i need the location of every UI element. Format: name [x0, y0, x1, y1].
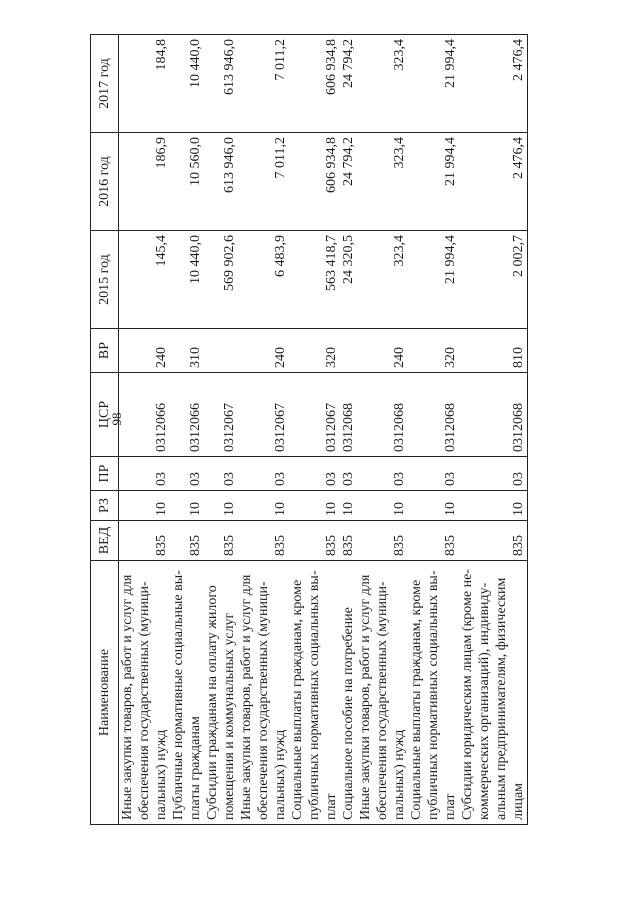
value-line: 03 [188, 472, 203, 486]
cell-2017 [459, 35, 528, 133]
value-line: 184,8 [154, 39, 169, 71]
name-line: платы гражданам [188, 716, 203, 820]
cell-2015 [170, 231, 204, 329]
cell-name [119, 561, 171, 825]
header-2016: 2016 год [91, 133, 119, 231]
header-vr: ВР [91, 329, 119, 373]
value-line: 0312066 [188, 403, 203, 452]
value-line: 03 [222, 472, 237, 486]
value-line: 835 [188, 535, 203, 556]
header-csr: ЦСР [91, 373, 119, 457]
cell-rz [119, 491, 171, 521]
value-line: 323,4 [392, 137, 407, 169]
cell-pr [289, 457, 357, 491]
cell-csr [357, 373, 408, 457]
cell-2016 [170, 133, 204, 231]
table-row [119, 35, 171, 825]
value-line: 835 [154, 535, 169, 556]
value-line: 03 [443, 472, 458, 486]
header-pr: ПР [91, 457, 119, 491]
value-line: 0312066 [154, 403, 169, 452]
name-line: Иные закупки товаров, работ и услуг для [120, 574, 135, 820]
value-line: 240 [154, 347, 169, 368]
cell-rz [459, 491, 528, 521]
value-line: 835 [511, 535, 526, 556]
cell-name [459, 561, 528, 825]
cell-2016 [119, 133, 171, 231]
name-line: Иные закупки товаров, работ и услуг для [239, 574, 254, 820]
cell-ved [408, 521, 459, 561]
cell-2017 [170, 35, 204, 133]
cell-rz [238, 491, 289, 521]
value-line: 835 [443, 535, 458, 556]
value-line: 320 [324, 347, 339, 368]
table-row [289, 35, 357, 825]
cell-vr [170, 329, 204, 373]
cell-pr [170, 457, 204, 491]
name-line: Социальные выплаты гражданам, кроме [409, 579, 424, 820]
cell-pr [119, 457, 171, 491]
cell-2015 [238, 231, 289, 329]
cell-2016 [204, 133, 238, 231]
cell-vr [408, 329, 459, 373]
name-line: Субсидии гражданам на оплату жилого [205, 585, 220, 820]
name-line: Социальное пособие на погребение [341, 607, 356, 820]
table-row [357, 35, 408, 825]
cell-vr [357, 329, 408, 373]
cell-vr [238, 329, 289, 373]
value-line: 0312068 [443, 403, 458, 452]
table-row [459, 35, 528, 825]
cell-ved [238, 521, 289, 561]
cell-2017 [289, 35, 357, 133]
value-line: 0312067 [324, 403, 339, 452]
name-line: обеспечения государственных (муници- [137, 581, 152, 820]
cell-ved [289, 521, 357, 561]
table-row [204, 35, 238, 825]
value-line: 21 994,4 [443, 137, 458, 186]
name-line: Субсидии юридическим лицам (кроме не- [460, 569, 475, 820]
value-line: 10 [443, 502, 458, 516]
value-line: 145,4 [154, 235, 169, 267]
cell-ved [459, 521, 528, 561]
value-line: 0312068 [511, 403, 526, 452]
cell-csr [119, 373, 171, 457]
value-line: 03 [341, 472, 356, 486]
page-number: 98 [109, 412, 124, 426]
cell-2016 [357, 133, 408, 231]
cell-rz [170, 491, 204, 521]
value-line: 03 [324, 472, 339, 486]
value-line: 323,4 [392, 235, 407, 267]
value-line: 606 934,8 [324, 137, 339, 193]
cell-vr [459, 329, 528, 373]
cell-2015 [289, 231, 357, 329]
table-row [170, 35, 204, 825]
value-line: 835 [392, 535, 407, 556]
table-row [408, 35, 459, 825]
cell-rz [357, 491, 408, 521]
cell-rz [408, 491, 459, 521]
cell-pr [238, 457, 289, 491]
cell-pr [204, 457, 238, 491]
name-line: помещения и коммунальных услуг [222, 612, 237, 820]
value-line: 606 934,8 [324, 39, 339, 95]
value-line: 10 440,0 [188, 39, 203, 88]
cell-name [289, 561, 357, 825]
value-line: 835 [222, 535, 237, 556]
cell-csr [459, 373, 528, 457]
cell-2017 [119, 35, 171, 133]
value-line: 7 011,2 [273, 137, 288, 179]
name-line: плат [443, 793, 458, 820]
name-line: лицам [511, 782, 526, 820]
value-line: 2 002,7 [511, 235, 526, 277]
value-line: 0312067 [222, 403, 237, 452]
value-line: 310 [188, 347, 203, 368]
value-line: 0312068 [341, 403, 356, 452]
cell-rz [289, 491, 357, 521]
value-line: 21 994,4 [443, 235, 458, 284]
name-line: публичных нормативных социальных вы- [307, 570, 322, 820]
cell-2016 [459, 133, 528, 231]
cell-csr [170, 373, 204, 457]
value-line: 613 946,0 [222, 39, 237, 95]
value-line: 10 [273, 502, 288, 516]
value-line: 240 [273, 347, 288, 368]
name-line: альным предпринимателям, физическим [494, 577, 509, 820]
header-ved: ВЕД [91, 521, 119, 561]
value-line: 0312068 [392, 403, 407, 452]
value-line: 323,4 [392, 39, 407, 71]
cell-2015 [459, 231, 528, 329]
table-body [119, 35, 528, 825]
value-line: 186,9 [154, 137, 169, 169]
value-line: 24 794,2 [341, 39, 356, 88]
name-line: обеспечения государственных (муници- [375, 581, 390, 820]
name-line: публичных нормативных социальных вы- [426, 570, 441, 820]
value-line: 569 902,6 [222, 235, 237, 291]
value-line: 2 476,4 [511, 137, 526, 179]
value-line: 10 [324, 502, 339, 516]
cell-2017 [204, 35, 238, 133]
cell-vr [204, 329, 238, 373]
cell-pr [459, 457, 528, 491]
cell-ved [119, 521, 171, 561]
value-line: 810 [511, 347, 526, 368]
value-line: 835 [324, 535, 339, 556]
value-line: 24 320,5 [341, 235, 356, 284]
cell-2017 [408, 35, 459, 133]
cell-name [170, 561, 204, 825]
name-line: пальных) нужд [273, 729, 288, 820]
value-line: 10 [154, 502, 169, 516]
name-line: пальных) нужд [392, 729, 407, 820]
name-line: Социальные выплаты гражданам, кроме [290, 579, 305, 820]
value-line: 10 560,0 [188, 137, 203, 186]
value-line: 613 946,0 [222, 137, 237, 193]
value-line: 24 794,2 [341, 137, 356, 186]
header-2015: 2015 год [91, 231, 119, 329]
value-line: 10 [341, 502, 356, 516]
value-line: 10 [511, 502, 526, 516]
value-line: 0312067 [273, 403, 288, 452]
value-line: 835 [341, 535, 356, 556]
rotated-table-wrapper [90, 35, 535, 825]
value-line: 835 [273, 535, 288, 556]
name-line: коммерческих организаций), индивиду- [477, 582, 492, 820]
cell-ved [357, 521, 408, 561]
cell-2016 [238, 133, 289, 231]
name-line: обеспечения государственных (муници- [256, 581, 271, 820]
cell-2016 [289, 133, 357, 231]
value-line: 03 [273, 472, 288, 486]
name-line: Иные закупки товаров, работ и услуг для [358, 574, 373, 820]
cell-vr [119, 329, 171, 373]
value-line: 10 440,0 [188, 235, 203, 284]
value-line: 03 [154, 472, 169, 486]
cell-2015 [408, 231, 459, 329]
cell-pr [408, 457, 459, 491]
cell-2016 [408, 133, 459, 231]
cell-2015 [119, 231, 171, 329]
cell-2017 [238, 35, 289, 133]
value-line: 10 [222, 502, 237, 516]
cell-csr [289, 373, 357, 457]
name-line: плат [324, 793, 339, 820]
cell-name [357, 561, 408, 825]
table-row [238, 35, 289, 825]
value-line: 10 [188, 502, 203, 516]
value-line: 7 011,2 [273, 39, 288, 81]
name-line: Публичные нормативные социальные вы- [171, 570, 186, 820]
cell-name [204, 561, 238, 825]
value-line: 10 [392, 502, 407, 516]
cell-ved [204, 521, 238, 561]
budget-table [90, 34, 528, 825]
cell-ved [170, 521, 204, 561]
value-line: 6 483,9 [273, 235, 288, 277]
name-line: пальных) нужд [154, 729, 169, 820]
cell-name [408, 561, 459, 825]
table-header-row [91, 35, 119, 825]
cell-2015 [357, 231, 408, 329]
value-line: 563 418,7 [324, 235, 339, 291]
cell-vr [289, 329, 357, 373]
cell-csr [408, 373, 459, 457]
cell-name [238, 561, 289, 825]
header-2017: 2017 год [91, 35, 119, 133]
value-line: 21 994,4 [443, 39, 458, 88]
header-name: Наименование [91, 561, 119, 825]
value-line: 03 [392, 472, 407, 486]
cell-csr [204, 373, 238, 457]
cell-rz [204, 491, 238, 521]
header-rz: РЗ [91, 491, 119, 521]
value-line: 2 476,4 [511, 39, 526, 81]
value-line: 240 [392, 347, 407, 368]
cell-2017 [357, 35, 408, 133]
value-line: 320 [443, 347, 458, 368]
cell-2015 [204, 231, 238, 329]
cell-csr [238, 373, 289, 457]
cell-pr [357, 457, 408, 491]
value-line: 03 [511, 472, 526, 486]
